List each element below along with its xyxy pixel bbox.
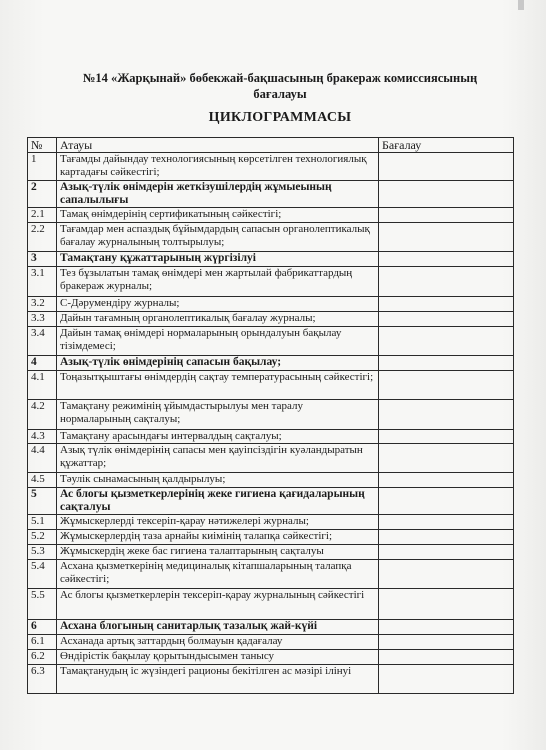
table-row bbox=[28, 371, 514, 400]
row-name: Азық-түлік өнімдерінің сапасын бақылау; bbox=[57, 356, 379, 371]
table-row bbox=[28, 473, 514, 488]
row-name: Тағамды дайындау технологиясының көрсетілген технологиялық картадағы сәйкестігі; bbox=[57, 153, 379, 181]
row-name: Асханада артық заттардың болмауын қадағалау bbox=[57, 635, 379, 650]
table-section-row bbox=[28, 181, 514, 208]
table-row bbox=[28, 153, 514, 181]
row-number: 5.5 bbox=[28, 589, 57, 620]
table-row bbox=[28, 312, 514, 327]
row-name: Азық түлік өнімдерінің сапасы мен қауіпсіздігін куәландыратын құжаттар; bbox=[57, 444, 379, 473]
table-row bbox=[28, 400, 514, 430]
row-number: 4.2 bbox=[28, 400, 57, 430]
table-section-row bbox=[28, 620, 514, 635]
row-assessment-cell bbox=[379, 488, 514, 515]
row-assessment-cell bbox=[379, 650, 514, 665]
row-number: 1 bbox=[28, 153, 57, 181]
row-number: 3 bbox=[28, 252, 57, 267]
table-row bbox=[28, 208, 514, 223]
row-number: 4.3 bbox=[28, 430, 57, 444]
table-row bbox=[28, 665, 514, 694]
row-assessment-cell bbox=[379, 635, 514, 650]
table-header-row bbox=[28, 138, 514, 153]
row-assessment-cell bbox=[379, 312, 514, 327]
row-assessment-cell bbox=[379, 400, 514, 430]
row-assessment-cell bbox=[379, 620, 514, 635]
row-name: Азық-түлік өнімдерін жеткізушілердің жұмыеының сапалылығы bbox=[57, 181, 379, 208]
row-number: 2.1 bbox=[28, 208, 57, 223]
row-name: Тамақтану арасындағы интервалдың сақталуы; bbox=[57, 430, 379, 444]
table-section-row bbox=[28, 252, 514, 267]
row-assessment-cell bbox=[379, 473, 514, 488]
table-row bbox=[28, 635, 514, 650]
row-assessment-cell bbox=[379, 665, 514, 694]
row-name: Жұмыскерлерді тексеріп-қарау нәтижелері журналы; bbox=[57, 515, 379, 530]
row-assessment-cell bbox=[379, 560, 514, 589]
row-assessment-cell bbox=[379, 181, 514, 208]
row-name: Тамақ өнімдерінің сертификатының сәйкестігі; bbox=[57, 208, 379, 223]
table-row bbox=[28, 327, 514, 356]
row-name: Тағамдар мен аспаздық бұйымдардың сапасын органолептикалық бағалау журналының толтырылуы; bbox=[57, 223, 379, 252]
table-section-row bbox=[28, 488, 514, 515]
document-subtitle: ЦИКЛОГРАММАСЫ bbox=[208, 110, 352, 125]
row-number: 3.4 bbox=[28, 327, 57, 356]
row-number: 3.3 bbox=[28, 312, 57, 327]
table-row bbox=[28, 223, 514, 252]
row-assessment-cell bbox=[379, 153, 514, 181]
row-assessment-cell bbox=[379, 545, 514, 560]
table-row bbox=[28, 444, 514, 473]
row-name: Асхана қызметкерінің медициналық кітапшаларының талапқа сәйкестігі; bbox=[57, 560, 379, 589]
row-number: 4.1 bbox=[28, 371, 57, 400]
row-number: 2 bbox=[28, 181, 57, 208]
row-name: Жұмыскерлердің таза арнайы киімінің талапқа сәйкестігі; bbox=[57, 530, 379, 545]
table-row bbox=[28, 530, 514, 545]
row-name: Тамақтану режимінің ұйымдастырылуы мен таралу нормаларының сақталуы; bbox=[57, 400, 379, 430]
row-number: 2.2 bbox=[28, 223, 57, 252]
table-row bbox=[28, 560, 514, 589]
row-name: Дайын тағамның органолептикалық бағалау журналы; bbox=[57, 312, 379, 327]
row-number: 5.2 bbox=[28, 530, 57, 545]
row-number: 5.1 bbox=[28, 515, 57, 530]
row-name: С-Дәрумендіру журналы; bbox=[57, 297, 379, 312]
header-name: Атауы bbox=[57, 138, 379, 153]
table-row bbox=[28, 650, 514, 665]
table-row bbox=[28, 297, 514, 312]
row-assessment-cell bbox=[379, 589, 514, 620]
row-number: 5.4 bbox=[28, 560, 57, 589]
row-name: Дайын тамақ өнімдері нормаларының орындалуын бақылау тізімдемесі; bbox=[57, 327, 379, 356]
row-assessment-cell bbox=[379, 297, 514, 312]
document-title: №14 «Жарқынай» бөбекжай-бақшасының бракераж комиссиясының бағалауы bbox=[82, 71, 478, 101]
row-name: Жұмыскердің жеке бас гигиена талаптарының сақталуы bbox=[57, 545, 379, 560]
row-name: Өндірістік бақылау қорытындысымен танысу bbox=[57, 650, 379, 665]
header-assessment: Бағалау bbox=[379, 138, 514, 153]
table-row bbox=[28, 430, 514, 444]
row-assessment-cell bbox=[379, 515, 514, 530]
row-number: 6.3 bbox=[28, 665, 57, 694]
row-assessment-cell bbox=[379, 327, 514, 356]
row-number: 3.2 bbox=[28, 297, 57, 312]
table-row bbox=[28, 515, 514, 530]
row-assessment-cell bbox=[379, 356, 514, 371]
row-name: Тоңазытқыштағы өнімдердің сақтау температурасының сәйкестігі; bbox=[57, 371, 379, 400]
row-number: 5.3 bbox=[28, 545, 57, 560]
row-assessment-cell bbox=[379, 430, 514, 444]
row-assessment-cell bbox=[379, 208, 514, 223]
row-name: Тамақтану құжаттарының жүргізілуі bbox=[57, 252, 379, 267]
row-name: Асхана блогының санитарлық тазалық жай-күйі bbox=[57, 620, 379, 635]
row-assessment-cell bbox=[379, 444, 514, 473]
table-row bbox=[28, 545, 514, 560]
row-assessment-cell bbox=[379, 252, 514, 267]
table-row bbox=[28, 267, 514, 297]
row-name: Тез бұзылатын тамақ өнімдері мен жартылай фабрикаттардың бракераж журналы; bbox=[57, 267, 379, 297]
row-number: 4 bbox=[28, 356, 57, 371]
row-name: Тәулік сынамасының қалдырылуы; bbox=[57, 473, 379, 488]
table-section-row bbox=[28, 356, 514, 371]
row-number: 6.2 bbox=[28, 650, 57, 665]
row-number: 5 bbox=[28, 488, 57, 515]
table-row bbox=[28, 589, 514, 620]
row-number: 6 bbox=[28, 620, 57, 635]
scan-edge-mark bbox=[518, 0, 524, 10]
row-name: Ас блогы қызметкерлерін тексеріп-қарау журналының сәйкестігі bbox=[57, 589, 379, 620]
row-name: Тамақтанудың іс жүзіндегі рационы бекітілген ас мәзірі ілінуі bbox=[57, 665, 379, 694]
row-assessment-cell bbox=[379, 371, 514, 400]
row-number: 6.1 bbox=[28, 635, 57, 650]
cyclogram-table bbox=[27, 137, 514, 694]
row-assessment-cell bbox=[379, 530, 514, 545]
row-number: 4.4 bbox=[28, 444, 57, 473]
row-name: Ас блогы қызметкерлерінің жеке гигиена қағидаларының сақталуы bbox=[57, 488, 379, 515]
row-number: 3.1 bbox=[28, 267, 57, 297]
row-assessment-cell bbox=[379, 223, 514, 252]
header-number: № bbox=[28, 138, 57, 153]
row-assessment-cell bbox=[379, 267, 514, 297]
row-number: 4.5 bbox=[28, 473, 57, 488]
